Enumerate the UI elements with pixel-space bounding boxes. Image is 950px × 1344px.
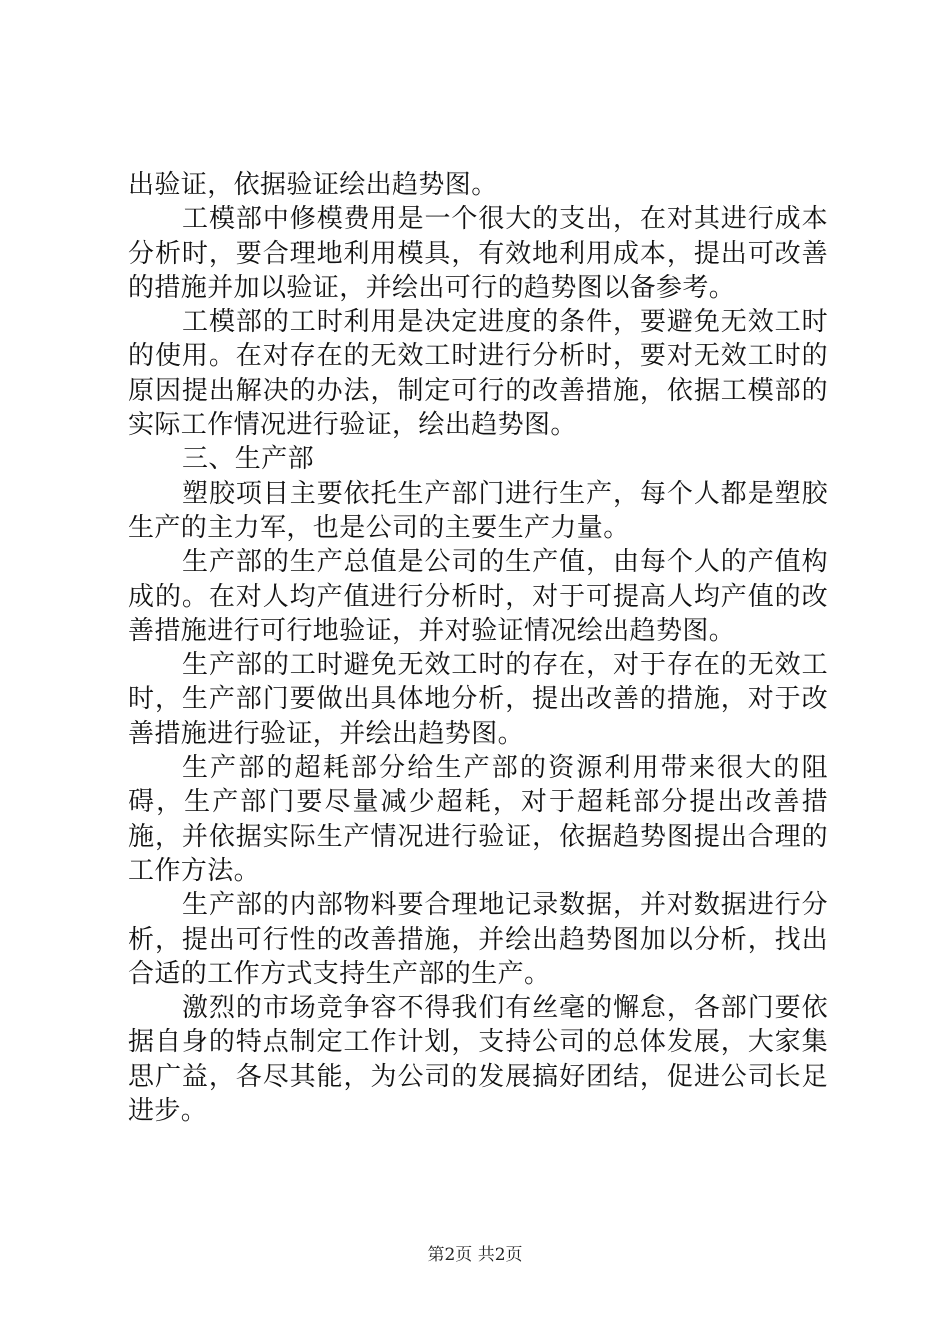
paragraph-2: 工模部中修模费用是一个很大的支出，在对其进行成本分析时，要合理地利用模具，有效地利用成本，提出可改善的措施并加以验证，并绘出可行的趋势图以备参考。 [128, 204, 828, 303]
document-body [128, 168, 828, 1128]
paragraph-8: 生产部的超耗部分给生产部的资源利用带来很大的阻碍，生产部门要尽量减少超耗，对于超耗部分提出改善措施，并依据实际生产情况进行验证，依据趋势图提出合理的工作方法。 [128, 753, 828, 886]
paragraph-7: 生产部的工时避免无效工时的存在，对于存在的无效工时，生产部门要做出具体地分析，提出改善的措施，对于改善措施进行验证，并绘出趋势图。 [128, 650, 828, 749]
paragraph-5: 塑胶项目主要依托生产部门进行生产，每个人都是塑胶生产的主力军，也是公司的主要生产力量。 [128, 478, 828, 543]
paragraph-10: 激烈的市场竞争容不得我们有丝毫的懈怠，各部门要依据自身的特点制定工作计划，支持公司的总体发展，大家集思广益，各尽其能，为公司的发展搞好团结，促进公司长足进步。 [128, 993, 828, 1127]
paragraph-3: 工模部的工时利用是决定进度的条件，要避免无效工时的使用。在对存在的无效工时进行分析时，要对无效工时的原因提出解决的办法，制定可行的改善措施，依据工模部的实际工作情况进行验证，绘出趋势图。 [128, 307, 828, 441]
paragraph-9: 生产部的内部物料要合理地记录数据，并对数据进行分析，提出可行性的改善措施，并绘出趋势图加以分析，找出合适的工作方式支持生产部的生产。 [128, 890, 828, 989]
paragraph-1: 出验证，依据验证绘出趋势图。 [128, 170, 498, 200]
paragraph-6: 生产部的生产总值是公司的生产值，由每个人的产值构成的。在对人均产值进行分析时，对于可提高人均产值的改善措施进行可行地验证，并对验证情况绘出趋势图。 [128, 547, 828, 646]
page-footer: 第2页 共2页 [427, 1245, 523, 1265]
section-heading: 三、生产部 [182, 444, 315, 475]
